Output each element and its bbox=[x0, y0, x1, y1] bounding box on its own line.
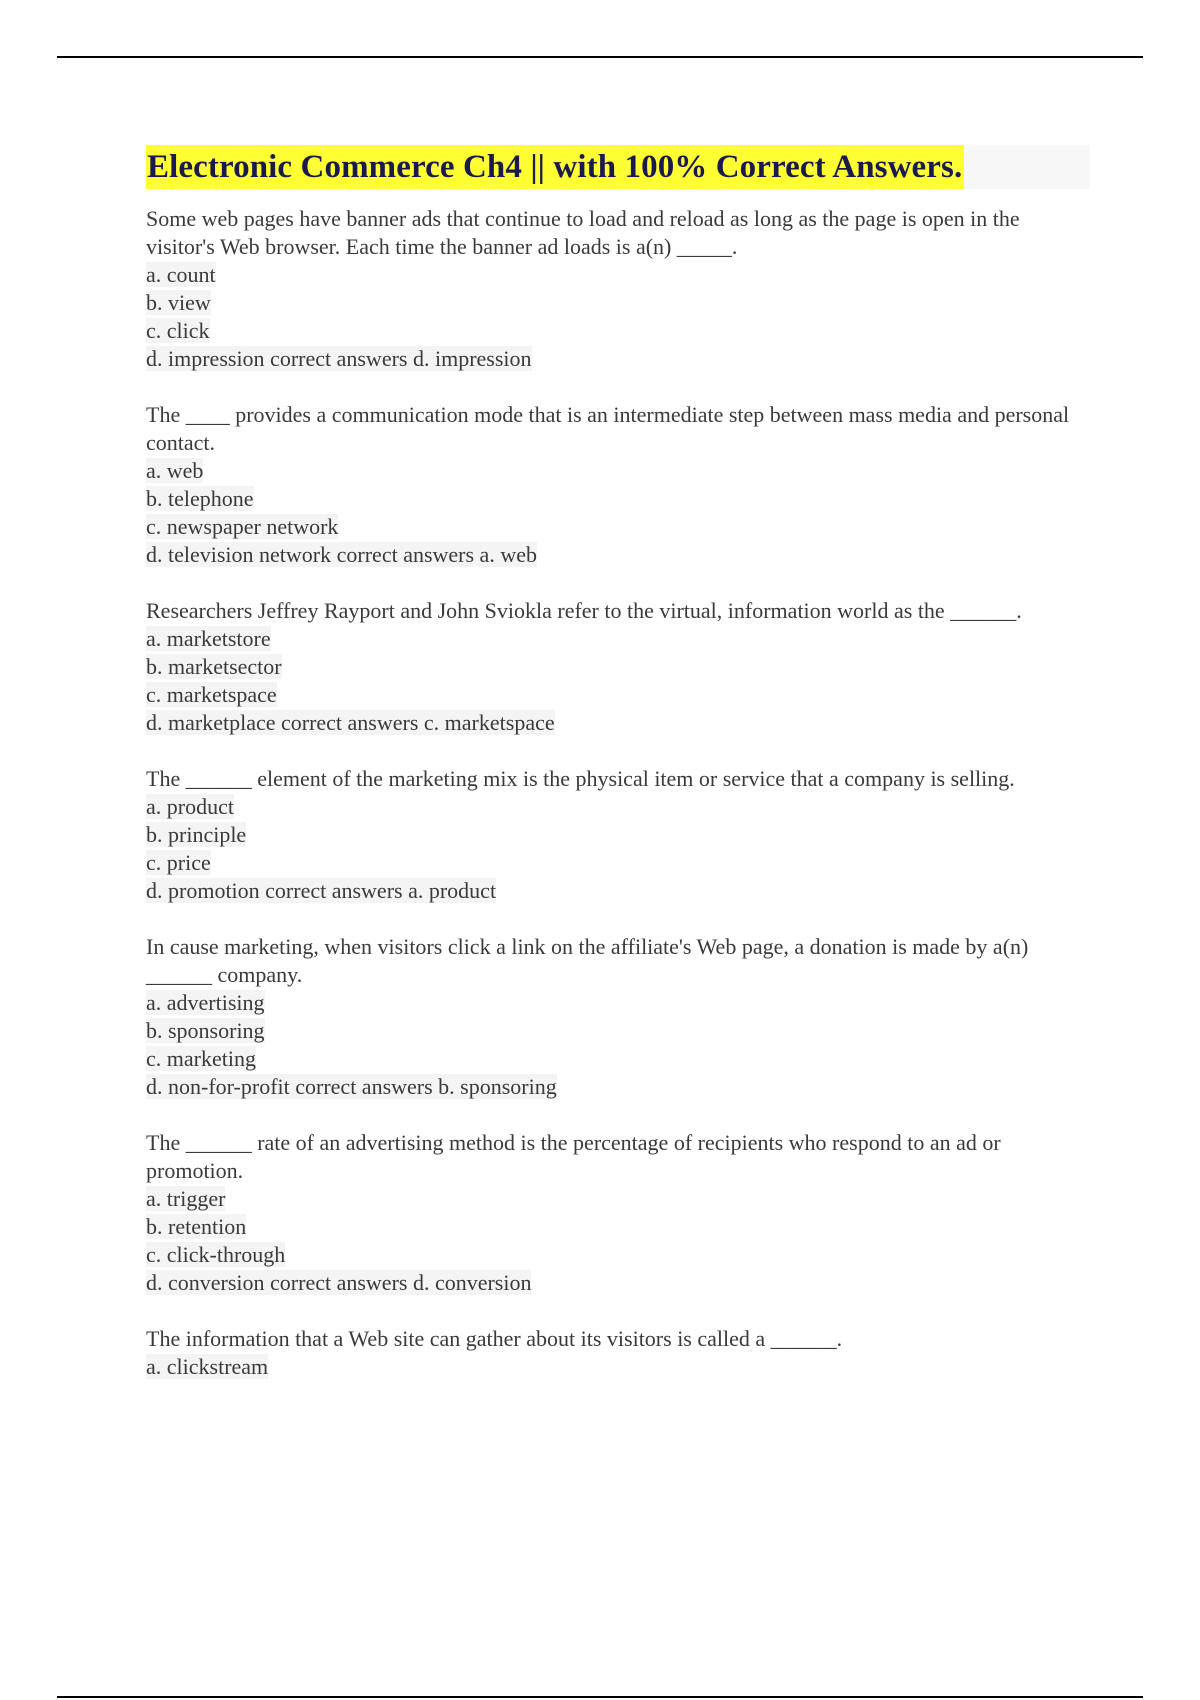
question-text: In cause marketing, when visitors click a link on the affiliate's Web page, a donation is made by a(n) ______ company. bbox=[146, 934, 1029, 987]
option-item: a. advertising bbox=[146, 990, 265, 1015]
question-3 bbox=[146, 597, 1090, 737]
document-body bbox=[146, 145, 1090, 1409]
footer-rule bbox=[57, 1696, 1143, 1698]
option-item: c. click-through bbox=[146, 1242, 286, 1267]
option-item: c. marketing bbox=[146, 1046, 256, 1071]
option-item: c. price bbox=[146, 850, 211, 875]
document-title: Electronic Commerce Ch4 || with 100% Correct Answers. bbox=[146, 145, 964, 189]
option-answer: d. non-for-profit correct answers b. sponsoring bbox=[146, 1074, 557, 1099]
option-answer: d. impression correct answers d. impression bbox=[146, 346, 532, 371]
option-answer: d. promotion correct answers a. product bbox=[146, 878, 497, 903]
question-text: The ____ provides a communication mode that is an intermediate step between mass media and personal contact. bbox=[146, 402, 1070, 455]
option-item: b. view bbox=[146, 290, 211, 315]
question-text: The information that a Web site can gather about its visitors is called a ______. bbox=[146, 1326, 843, 1351]
option-item: b. telephone bbox=[146, 486, 254, 511]
option-item: a. trigger bbox=[146, 1186, 226, 1211]
option-item: c. newspaper network bbox=[146, 514, 339, 539]
option-item: a. clickstream bbox=[146, 1354, 269, 1379]
option-item: c. click bbox=[146, 318, 210, 343]
option-answer: d. marketplace correct answers c. marketspace bbox=[146, 710, 555, 735]
option-item: a. marketstore bbox=[146, 626, 271, 651]
question-1 bbox=[146, 205, 1090, 373]
option-answer: d. conversion correct answers d. conversion bbox=[146, 1270, 532, 1295]
question-text: Researchers Jeffrey Rayport and John Sviokla refer to the virtual, information world as the ______. bbox=[146, 598, 1022, 623]
option-item: b. retention bbox=[146, 1214, 247, 1239]
option-item: b. sponsoring bbox=[146, 1018, 265, 1043]
question-2 bbox=[146, 401, 1090, 569]
option-item: c. marketspace bbox=[146, 682, 277, 707]
option-item: b. marketsector bbox=[146, 654, 282, 679]
title-band bbox=[146, 145, 1090, 189]
option-item: b. principle bbox=[146, 822, 247, 847]
question-6 bbox=[146, 1129, 1090, 1297]
question-7 bbox=[146, 1325, 1090, 1381]
question-5 bbox=[146, 933, 1090, 1101]
option-answer: d. television network correct answers a. web bbox=[146, 542, 537, 567]
option-item: a. web bbox=[146, 458, 204, 483]
header-rule bbox=[57, 56, 1143, 58]
question-text: The ______ rate of an advertising method is the percentage of recipients who respond to an ad or promotion. bbox=[146, 1130, 1001, 1183]
question-4 bbox=[146, 765, 1090, 905]
option-item: a. product bbox=[146, 794, 234, 819]
option-item: a. count bbox=[146, 262, 216, 287]
question-text: Some web pages have banner ads that continue to load and reload as long as the page is open in the visitor's Web browser. Each time the banner ad loads is a(n) _____. bbox=[146, 206, 1020, 259]
question-text: The ______ element of the marketing mix is the physical item or service that a company is selling. bbox=[146, 766, 1015, 791]
